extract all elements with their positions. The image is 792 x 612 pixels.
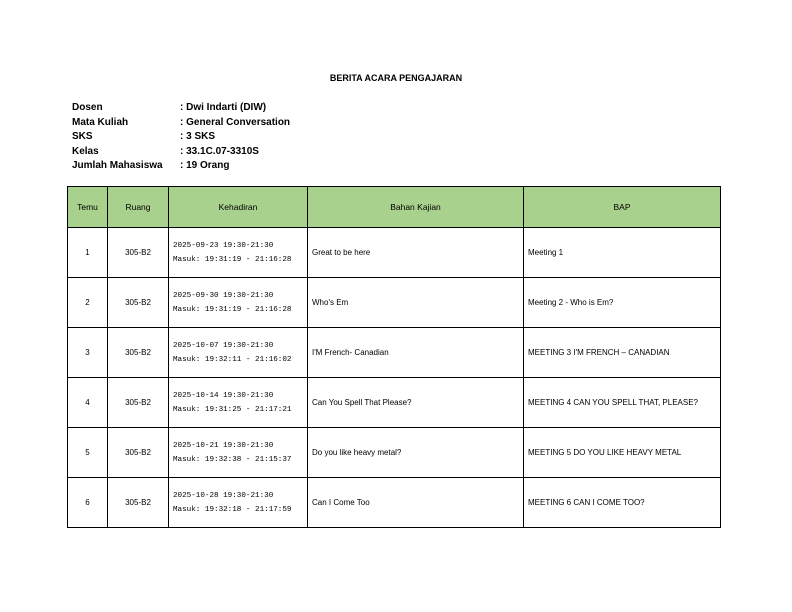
- cell-bap: Meeting 1: [524, 228, 721, 278]
- cell-bahan-kajian: Can I Come Too: [308, 478, 524, 528]
- table-row: [68, 478, 721, 528]
- header-kehadiran: Kehadiran: [169, 187, 308, 228]
- kehadiran-jadwal: 2025-10-21 19:30-21:30: [173, 441, 274, 450]
- bap-table: [67, 186, 721, 528]
- kehadiran-jadwal: 2025-10-14 19:30-21:30: [173, 391, 274, 400]
- course-info: [72, 101, 290, 174]
- meta-row-jumlah-mahasiswa: [72, 159, 290, 174]
- cell-bap: MEETING 6 CAN I COME TOO?: [524, 478, 721, 528]
- meta-value: : 33.1C.07-3310S: [180, 145, 259, 157]
- kehadiran-masuk: Masuk: 19:31:25 - 21:17:21: [173, 405, 292, 414]
- meta-value: : Dwi Indarti (DIW): [180, 102, 267, 113]
- kehadiran-jadwal: 2025-09-23 19:30-21:30: [173, 241, 274, 250]
- cell-ruang: 305-B2: [108, 478, 169, 528]
- cell-temu: 6: [68, 478, 108, 528]
- cell-temu: 1: [68, 228, 108, 278]
- kehadiran-jadwal: 2025-10-28 19:30-21:30: [173, 491, 274, 500]
- table-row: [68, 228, 721, 278]
- table-row: [68, 428, 721, 478]
- kehadiran-jadwal: 2025-09-30 19:30-21:30: [173, 291, 274, 300]
- cell-ruang: 305-B2: [108, 428, 169, 478]
- cell-kehadiran: [169, 228, 308, 278]
- kehadiran-masuk: Masuk: 19:32:11 - 21:16:02: [173, 355, 292, 364]
- cell-bahan-kajian: I'M French- Canadian: [308, 328, 524, 378]
- meta-value: : 19 Orang: [180, 160, 230, 172]
- cell-temu: 4: [68, 378, 108, 428]
- cell-bap: MEETING 5 DO YOU LIKE HEAVY METAL: [524, 428, 721, 478]
- cell-temu: 3: [68, 328, 108, 378]
- meta-value: : 3 SKS: [180, 131, 216, 143]
- page-title: BERITA ACARA PENGAJARAN: [329, 73, 463, 83]
- cell-bap: MEETING 3 I'M FRENCH – CANADIAN: [524, 328, 721, 378]
- kehadiran-masuk: Masuk: 19:31:19 - 21:16:28: [173, 255, 292, 264]
- kehadiran-masuk: Masuk: 19:31:19 - 21:16:28: [173, 305, 292, 314]
- cell-kehadiran: [169, 478, 308, 528]
- cell-kehadiran: [169, 328, 308, 378]
- table-row: [68, 278, 721, 328]
- cell-bahan-kajian: Do you like heavy metal?: [308, 428, 524, 478]
- cell-ruang: 305-B2: [108, 278, 169, 328]
- cell-ruang: 305-B2: [108, 228, 169, 278]
- header-bahan-kajian: Bahan Kajian: [308, 187, 524, 228]
- table-row: [68, 328, 721, 378]
- cell-ruang: 305-B2: [108, 378, 169, 428]
- meta-value: : General Conversation: [180, 116, 291, 128]
- header-ruang: Ruang: [108, 187, 169, 228]
- cell-temu: 2: [68, 278, 108, 328]
- meta-row-sks: [72, 130, 290, 145]
- kehadiran-masuk: Masuk: 19:32:18 - 21:17:59: [173, 505, 292, 514]
- kehadiran-masuk: Masuk: 19:32:38 - 21:15:37: [173, 455, 292, 464]
- cell-bahan-kajian: Can You Spell That Please?: [308, 378, 524, 428]
- cell-temu: 5: [68, 428, 108, 478]
- cell-bahan-kajian: Who's Em: [308, 278, 524, 328]
- meta-row-mata-kuliah: [72, 116, 290, 131]
- meta-label: Dosen: [72, 102, 103, 113]
- meta-label: Jumlah Mahasiswa: [72, 160, 163, 172]
- cell-kehadiran: [169, 428, 308, 478]
- kehadiran-jadwal: 2025-10-07 19:30-21:30: [173, 341, 274, 350]
- cell-bahan-kajian: Great to be here: [308, 228, 524, 278]
- header-bap: BAP: [524, 187, 721, 228]
- cell-kehadiran: [169, 378, 308, 428]
- cell-bap: Meeting 2 - Who is Em?: [524, 278, 721, 328]
- meta-label: Kelas: [72, 145, 99, 157]
- meta-row-kelas: [72, 145, 290, 160]
- table-header-row: [68, 187, 721, 228]
- cell-bap: MEETING 4 CAN YOU SPELL THAT, PLEASE?: [524, 378, 721, 428]
- cell-ruang: 305-B2: [108, 328, 169, 378]
- meta-label: SKS: [72, 131, 93, 143]
- table-row: [68, 378, 721, 428]
- cell-kehadiran: [169, 278, 308, 328]
- meta-label: Mata Kuliah: [72, 116, 129, 128]
- header-temu: Temu: [68, 187, 108, 228]
- meta-row-dosen: [72, 101, 290, 116]
